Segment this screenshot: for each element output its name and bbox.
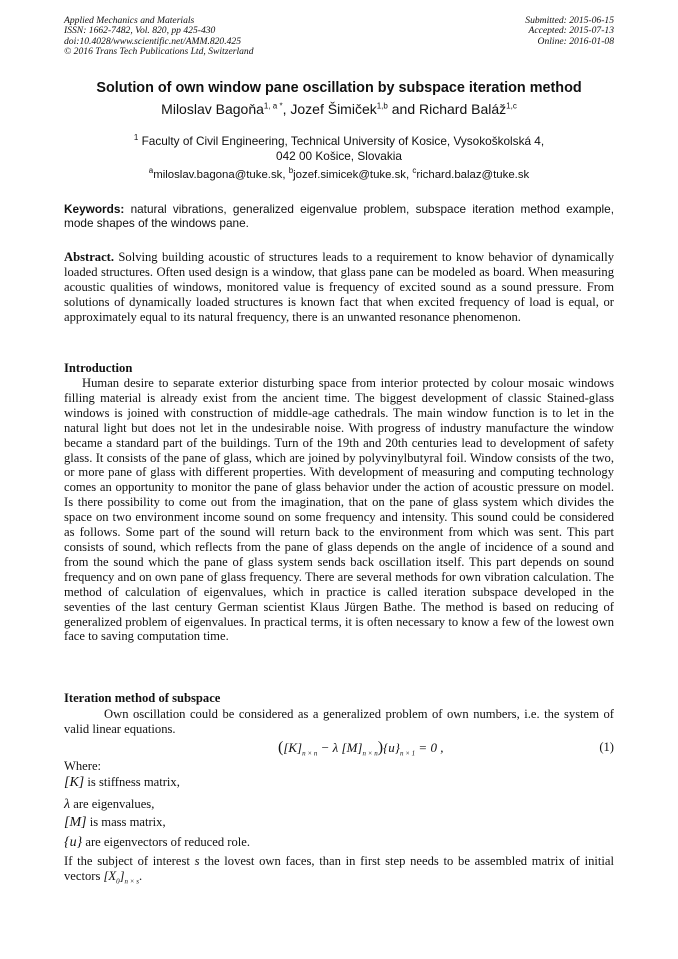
online-date: Online: 2016-01-08 (537, 35, 614, 47)
journal-header-left (64, 16, 254, 58)
definition-stiffness (64, 775, 180, 791)
section-heading-introduction: Introduction (64, 361, 133, 375)
keywords-label: Keywords: (64, 202, 125, 216)
definition-eigenvectors (64, 835, 250, 851)
affiliation-sup: 1 (133, 133, 139, 142)
author-affil-sup: 1,c (506, 101, 517, 111)
keywords-text: natural vibrations, generalized eigenvalue problem, subspace iteration method example, mode shapes of the windows pane. (64, 202, 614, 230)
definition-text: are eigenvalues, (73, 797, 155, 811)
symbol-s: s (194, 854, 200, 868)
author-list (40, 101, 638, 117)
accepted-date: Accepted: 2015-07-13 (528, 25, 614, 37)
journal-doi: doi:10.4028/www.scientific.net/AMM.820.425 (64, 35, 242, 47)
definition-text: is stiffness matrix, (87, 775, 180, 789)
author-name: Miloslav Bagoňa (161, 101, 264, 117)
symbol-x0: $[X_0]_{n \times s}$ (103, 868, 139, 886)
email-link[interactable]: miloslav.bagona@tuke.sk (153, 168, 283, 181)
definition-eigenvalues (64, 797, 154, 813)
where-label: Where: (64, 759, 102, 773)
email-link[interactable]: jozef.simicek@tuke.sk (293, 168, 406, 181)
definition-mass (64, 815, 166, 831)
introduction-paragraph: Human desire to separate exterior disturbing space from interior protected by colour mosaic windows filling material is already exist from the ancient time. The biggest development of classic Stained-glass windows is joined with construction of middle-age cathedrals. The main window function is to let in the natural light but does not let in the undesirable noise. With progress of industry manufacture the window became a standard part of the buildings. Turn of the 19th and 20th centuries lead to development of safety glass. It consists of the pane of glass, which are joined by polyvinylbutyral foil. Window consists of the two, or more pane of glass with different properties. With development of measuring and computing technology comes an opportunity to monitor the pane of glass behavior under the action of acoustic pressure on model. Is there possibility to come out from the imagination, that on the pane of glass system which divides the space on two environment income sound on some frequency and intensity. This sound could be considered as follows. Some part of the sound will return back to the environment from which was sent. This part consists of sound, which reflects from the pane of glass depends on the angle of incidence of a sound and from the sound which the pane of glass system sends back oscillation itself. This part depends on sound frequency and on own pane of glass frequency. There are several methods for own vibration calculation. The method of calculation of eigenvalues, which in practice is called iteration subspace developed in the seventies of the last century German scientist Klaus Jürgen Bathe. The method is based on reducing of generalized problem of eigenvalues. In practical terms, it is often necessary to know a few of the lowest own face to saving computation time. (64, 376, 614, 644)
author-name: Richard Baláž (419, 101, 507, 117)
journal-issn: ISSN: 1662-7482, Vol. 820, pp 425-430 (64, 25, 216, 37)
abstract (64, 250, 614, 325)
final-text-a: If the subject of interest (64, 854, 190, 868)
symbol: [K] (64, 775, 85, 790)
abstract-label: Abstract. (64, 250, 115, 264)
submitted-date: Submitted: 2015-06-15 (525, 15, 614, 26)
author-emails: $^a$miloslav.bagona@tuke.sk, $^b$jozef.simicek@tuke.sk, $^c$richard.balaz@tuke.sk (148, 166, 530, 181)
final-text-b: the lovest own faces, than in first step needs to be assembled matrix of initial vectors (64, 854, 614, 883)
equation-1: ($[K]_{n \times n} - \lambda$ $[M]_{n \times n})\{u\}_{n \times 1} = 0$ , (278, 739, 444, 758)
affiliation (60, 130, 618, 165)
affiliation-line-1: Faculty of Civil Engineering, Technical University of Kosice, Vysokoškolská 4, (141, 133, 545, 148)
journal-name: Applied Mechanics and Materials (64, 15, 195, 26)
email-sup: b (288, 166, 294, 175)
email-link[interactable]: richard.balaz@tuke.sk (416, 168, 530, 181)
symbol: [M] (64, 815, 87, 830)
author-affil-sup: 1,b (376, 101, 388, 111)
section-heading-iteration: Iteration method of subspace (64, 691, 221, 705)
final-paragraph (64, 854, 614, 889)
equation-number: (1) (599, 740, 614, 754)
author-separator: and (387, 101, 419, 117)
author-separator: , (282, 101, 291, 117)
definition-text: is mass matrix, (89, 815, 166, 829)
email-sup: a (148, 166, 154, 175)
affiliation-line-2: 042 00 Košice, Slovakia (276, 149, 402, 164)
final-text-end: . (138, 868, 143, 883)
paper-title: Solution of own window pane oscillation by subspace iteration method (96, 80, 582, 96)
author-name: Jozef Šimiček (290, 101, 377, 117)
definition-text: are eigenvectors of reduced role. (85, 835, 251, 849)
symbol: {u} (64, 835, 83, 850)
symbol: λ (64, 797, 71, 812)
journal-copyright: © 2016 Trans Tech Publications Ltd, Switzerland (64, 46, 254, 58)
email-sup: c (412, 166, 417, 175)
abstract-text: Solving building acoustic of structures leads to a requirement to know behavior of dynamically loaded structures. Often used design is a window, that glass pane can be modeled as board. When measuring acoustic qualities of windows, monitored value is frequency of excited sound as a sound pressure. From solutions of dynamically loaded structures is known fact that when excited frequency of load is equal, or approximately equal to its natural frequency, there is an unwanted resonance phenomenon. (64, 250, 614, 324)
journal-header-right (525, 16, 614, 47)
iteration-paragraph: Own oscillation could be considered as a generalized problem of own numbers, i.e. the system of valid linear equations. (64, 707, 614, 736)
author-affil-sup: 1, a * (263, 101, 283, 111)
keywords (64, 202, 614, 230)
